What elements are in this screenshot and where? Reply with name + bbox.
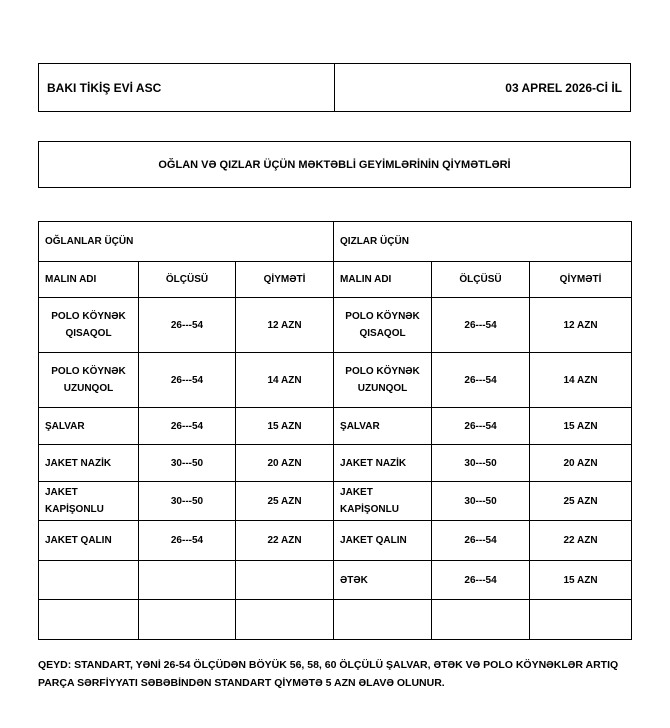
- boys-section-heading: OĞLANLAR ÜÇÜN: [39, 222, 334, 262]
- girls-name-cell: [334, 600, 432, 640]
- boys-size-cell: 26---54: [139, 298, 236, 353]
- girls-name-cell: ƏTƏK: [334, 561, 432, 600]
- girls-size-cell: 26---54: [432, 298, 530, 353]
- price-table: [38, 221, 632, 640]
- table-row: [39, 600, 632, 640]
- girls-size-cell: 26---54: [432, 521, 530, 561]
- girls-name-cell: JAKET NAZİK: [334, 445, 432, 482]
- table-row: [39, 521, 632, 561]
- girls-col-price: QİYMƏTİ: [530, 262, 632, 298]
- table-row: [39, 561, 632, 600]
- boys-price-cell: 25 AZN: [236, 482, 334, 521]
- girls-size-cell: 26---54: [432, 408, 530, 445]
- boys-price-cell: 15 AZN: [236, 408, 334, 445]
- girls-name-cell: POLO KÖYNƏK UZUNQOL: [334, 353, 432, 408]
- girls-col-name: MALIN ADI: [334, 262, 432, 298]
- document-date: 03 APREL 2026-Cİ İL: [334, 64, 630, 111]
- boys-price-cell: 12 AZN: [236, 298, 334, 353]
- girls-price-cell: 14 AZN: [530, 353, 632, 408]
- girls-price-cell: 20 AZN: [530, 445, 632, 482]
- column-header-row: [39, 262, 632, 298]
- boys-name-cell: ŞALVAR: [39, 408, 139, 445]
- boys-size-cell: [139, 561, 236, 600]
- boys-size-cell: 26---54: [139, 408, 236, 445]
- boys-size-cell: 26---54: [139, 521, 236, 561]
- girls-size-cell: 26---54: [432, 561, 530, 600]
- boys-name-cell: POLO KÖYNƏK QISAQOL: [39, 298, 139, 353]
- boys-size-cell: 30---50: [139, 482, 236, 521]
- boys-name-cell: [39, 561, 139, 600]
- boys-col-price: QİYMƏTİ: [236, 262, 334, 298]
- girls-size-cell: 26---54: [432, 353, 530, 408]
- boys-price-cell: 14 AZN: [236, 353, 334, 408]
- girls-price-cell: 15 AZN: [530, 561, 632, 600]
- girls-name-cell: JAKET KAPİŞONLU: [334, 482, 432, 521]
- boys-col-name: MALIN ADI: [39, 262, 139, 298]
- boys-price-cell: 22 AZN: [236, 521, 334, 561]
- boys-price-cell: 20 AZN: [236, 445, 334, 482]
- girls-name-cell: POLO KÖYNƏK QISAQOL: [334, 298, 432, 353]
- girls-price-cell: 25 AZN: [530, 482, 632, 521]
- girls-price-cell: [530, 600, 632, 640]
- boys-size-cell: 26---54: [139, 353, 236, 408]
- boys-size-cell: [139, 600, 236, 640]
- footnote: QEYD: STANDART, YƏNİ 26-54 ÖLÇÜDƏN BÖYÜK 56, 58, 60 ÖLÇÜLÜ ŞALVAR, ƏTƏK VƏ POLO KÖYNƏKLƏR ARTIQ PARÇA SƏRFİYYATI SƏBƏBİNDƏN STANDART QİYMƏTƏ 5 AZN ƏLAVƏ OLUNUR.: [38, 659, 619, 689]
- girls-size-cell: [432, 600, 530, 640]
- girls-name-cell: JAKET QALIN: [334, 521, 432, 561]
- table-row: [39, 353, 632, 408]
- girls-size-cell: 30---50: [432, 445, 530, 482]
- girls-col-size: ÖLÇÜSÜ: [432, 262, 530, 298]
- boys-price-cell: [236, 561, 334, 600]
- girls-price-cell: 22 AZN: [530, 521, 632, 561]
- girls-price-cell: 12 AZN: [530, 298, 632, 353]
- girls-name-cell: ŞALVAR: [334, 408, 432, 445]
- boys-name-cell: JAKET NAZİK: [39, 445, 139, 482]
- girls-section-heading: QIZLAR ÜÇÜN: [334, 222, 632, 262]
- company-name: BAKI TİKİŞ EVİ ASC: [47, 80, 162, 95]
- boys-col-size: ÖLÇÜSÜ: [139, 262, 236, 298]
- boys-name-cell: [39, 600, 139, 640]
- document-title: OĞLAN VƏ QIZLAR ÜÇÜN MƏKTƏBLİ GEYİMLƏRİNİN QİYMƏTLƏRİ: [38, 141, 631, 188]
- boys-size-cell: 30---50: [139, 445, 236, 482]
- table-row: [39, 408, 632, 445]
- boys-name-cell: JAKET QALIN: [39, 521, 139, 561]
- table-row: [39, 298, 632, 353]
- table-row: [39, 445, 632, 482]
- girls-size-cell: 30---50: [432, 482, 530, 521]
- table-row: [39, 482, 632, 521]
- girls-price-cell: 15 AZN: [530, 408, 632, 445]
- boys-name-cell: POLO KÖYNƏK UZUNQOL: [39, 353, 139, 408]
- boys-price-cell: [236, 600, 334, 640]
- section-heading-row: [39, 222, 632, 262]
- document-header: [38, 63, 631, 112]
- boys-name-cell: JAKET KAPİŞONLU: [39, 482, 139, 521]
